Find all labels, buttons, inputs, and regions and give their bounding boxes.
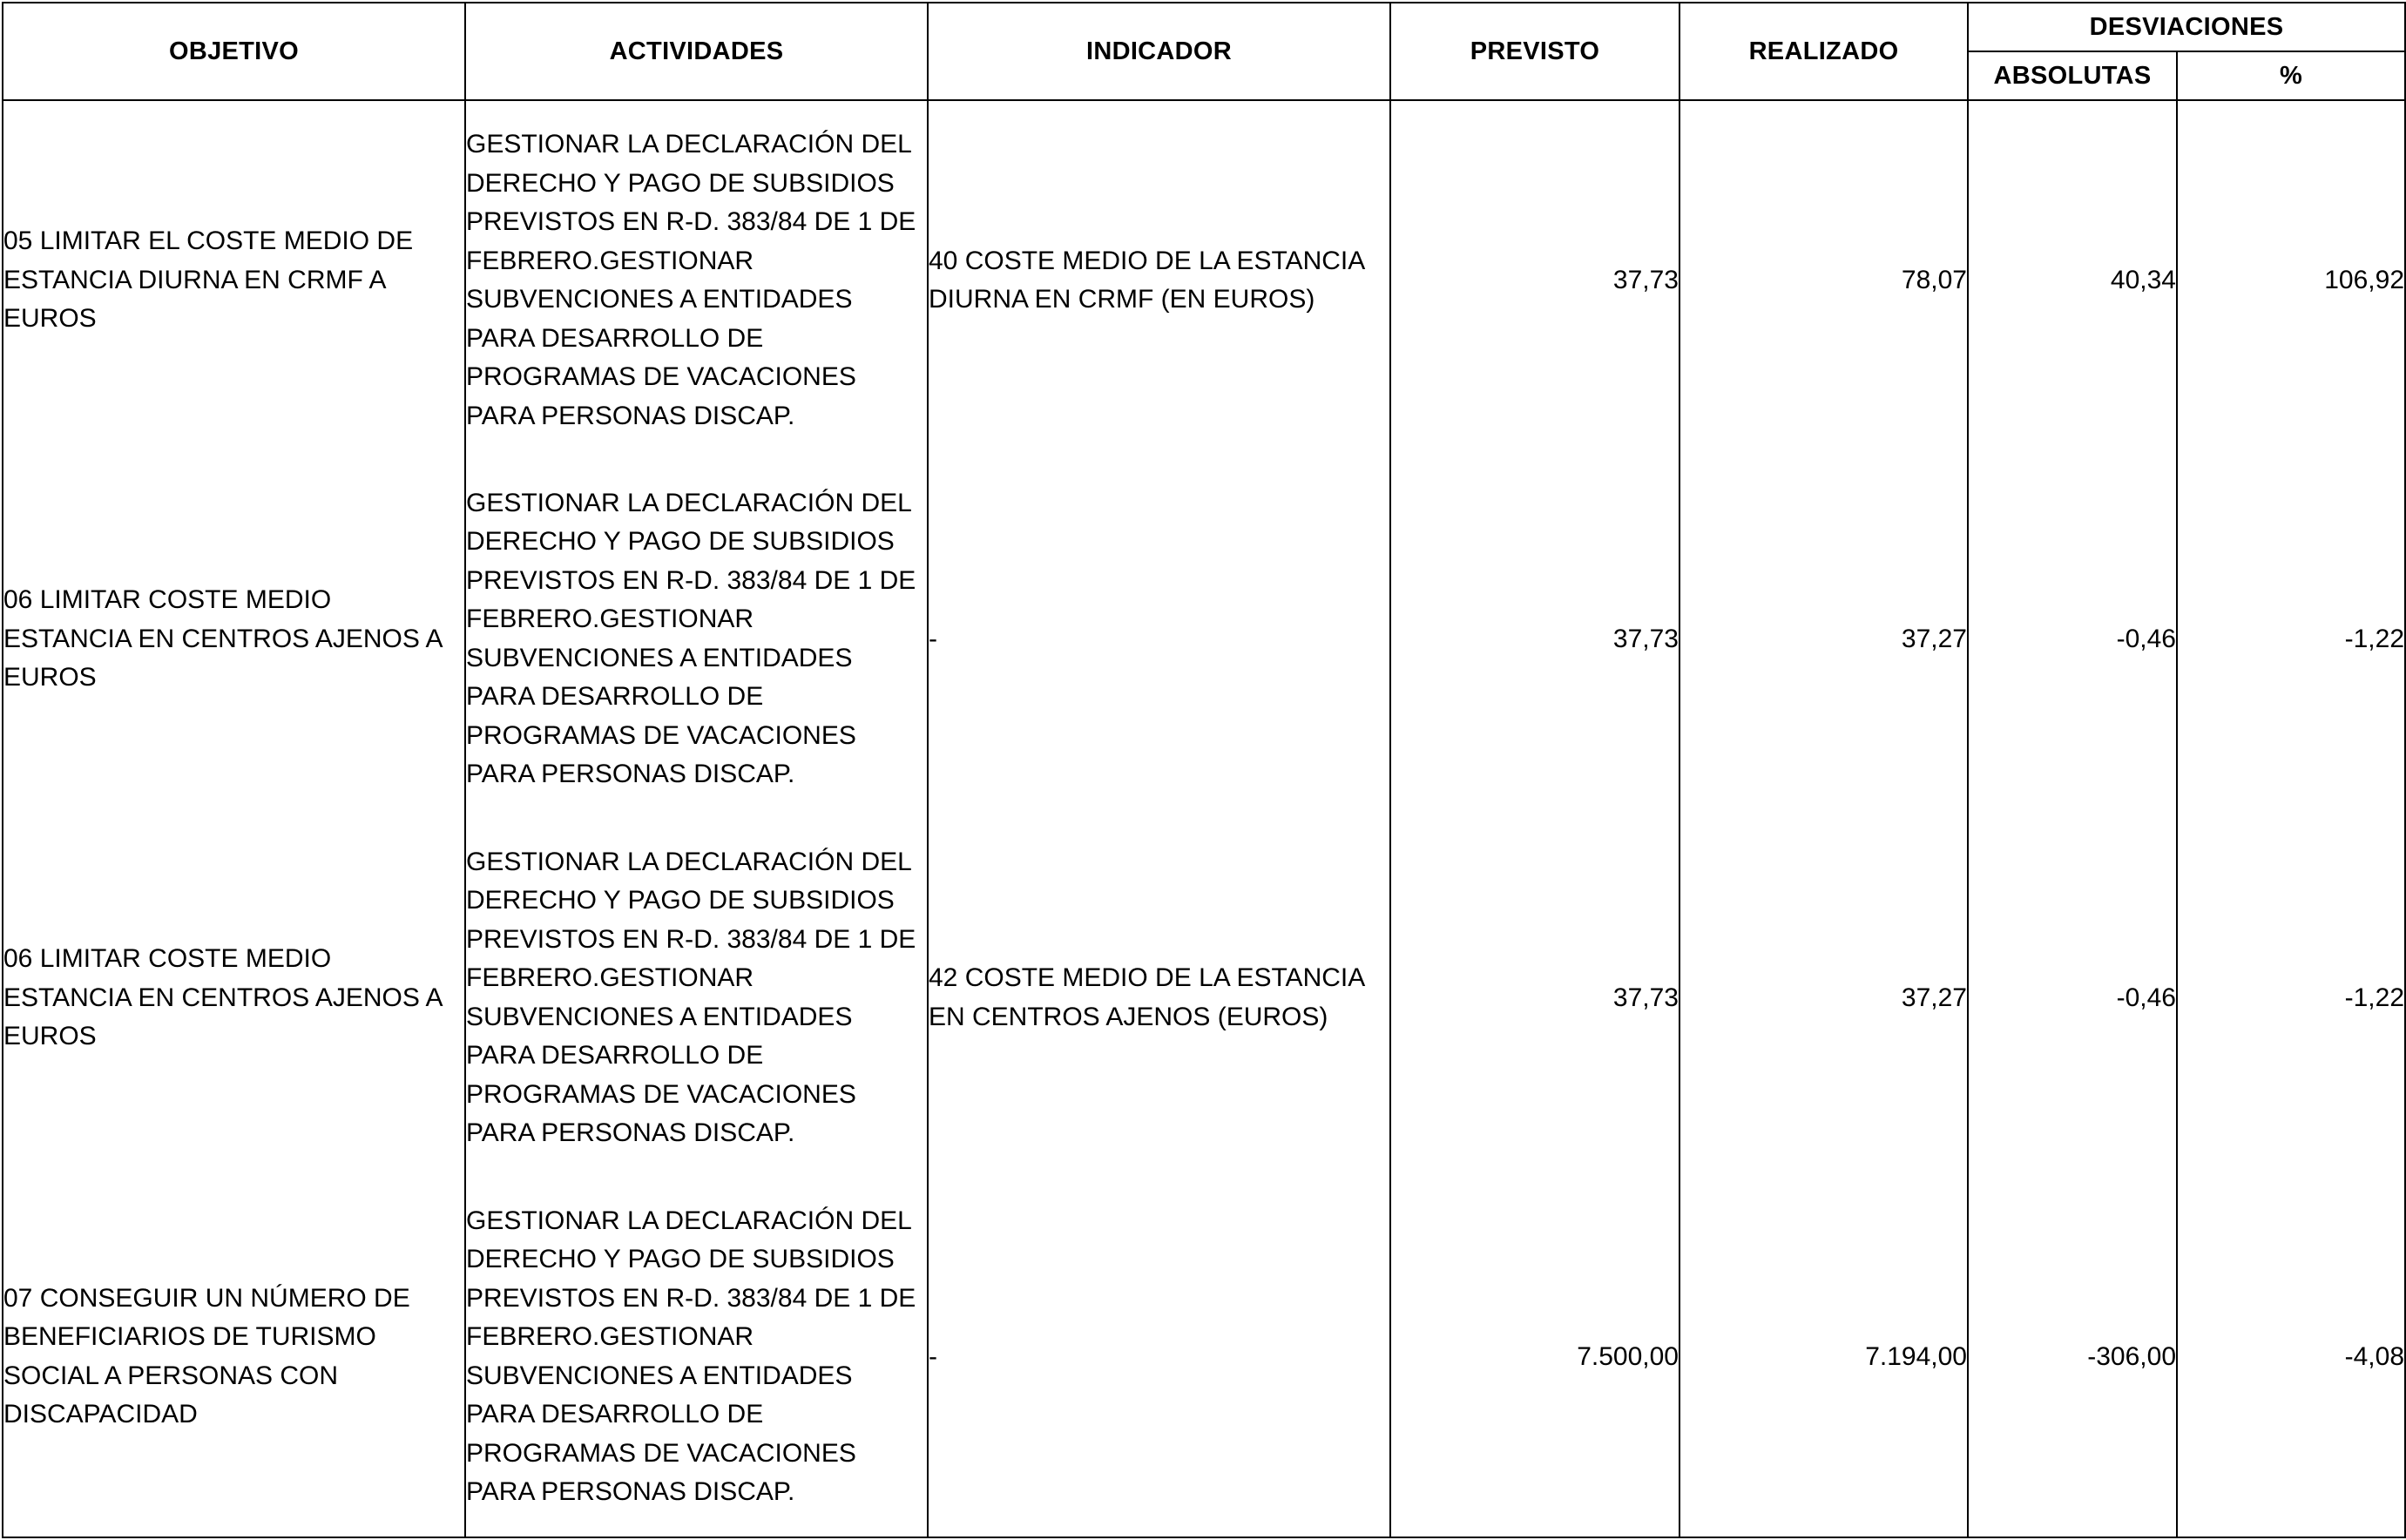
table-row (3, 819, 2405, 1178)
cell-actividades: GESTIONAR LA DECLARACIÓN DEL DERECHO Y PAGO DE SUBSIDIOS PREVISTOS EN R-D. 383/84 DE 1 DE FEBRERO.GESTIONAR SUBVENCIONES A ENTIDADES PARA DESARROLLO DE PROGRAMAS DE VACACIONES PARA PERSONAS DISCAP. (465, 100, 928, 460)
cell-absolutas: 40,34 (1968, 100, 2177, 460)
cell-indicador: 40 COSTE MEDIO DE LA ESTANCIA DIURNA EN CRMF (EN EUROS) (928, 100, 1390, 460)
column-header-porcentaje: % (2177, 51, 2405, 100)
cell-porcentaje: -4,08 (2177, 1178, 2405, 1537)
cell-porcentaje: -1,22 (2177, 819, 2405, 1178)
table-row (3, 100, 2405, 460)
cell-objetivo: 07 CONSEGUIR UN NÚMERO DE BENEFICIARIOS DE TURISMO SOCIAL A PERSONAS CON DISCAPACIDAD (3, 1178, 465, 1537)
cell-absolutas: -0,46 (1968, 460, 2177, 819)
cell-objetivo: 06 LIMITAR COSTE MEDIO ESTANCIA EN CENTROS AJENOS A EUROS (3, 460, 465, 819)
cell-realizado: 37,27 (1679, 460, 1968, 819)
column-header-previsto: PREVISTO (1390, 3, 1679, 100)
column-header-realizado: REALIZADO (1679, 3, 1968, 100)
cell-objetivo: 06 LIMITAR COSTE MEDIO ESTANCIA EN CENTROS AJENOS A EUROS (3, 819, 465, 1178)
column-header-indicador: INDICADOR (928, 3, 1390, 100)
table-body (3, 100, 2405, 1537)
cell-absolutas: -306,00 (1968, 1178, 2177, 1537)
cell-realizado: 78,07 (1679, 100, 1968, 460)
column-header-actividades: ACTIVIDADES (465, 3, 928, 100)
cell-previsto: 37,73 (1390, 819, 1679, 1178)
cell-realizado: 7.194,00 (1679, 1178, 1968, 1537)
column-header-absolutas: ABSOLUTAS (1968, 51, 2177, 100)
cell-absolutas: -0,46 (1968, 819, 2177, 1178)
cell-porcentaje: -1,22 (2177, 460, 2405, 819)
objectives-table (2, 2, 2406, 1538)
cell-actividades: GESTIONAR LA DECLARACIÓN DEL DERECHO Y PAGO DE SUBSIDIOS PREVISTOS EN R-D. 383/84 DE 1 DE FEBRERO.GESTIONAR SUBVENCIONES A ENTIDADES PARA DESARROLLO DE PROGRAMAS DE VACACIONES PARA PERSONAS DISCAP. (465, 819, 928, 1178)
cell-previsto: 7.500,00 (1390, 1178, 1679, 1537)
cell-actividades: GESTIONAR LA DECLARACIÓN DEL DERECHO Y PAGO DE SUBSIDIOS PREVISTOS EN R-D. 383/84 DE 1 DE FEBRERO.GESTIONAR SUBVENCIONES A ENTIDADES PARA DESARROLLO DE PROGRAMAS DE VACACIONES PARA PERSONAS DISCAP. (465, 460, 928, 819)
table-row (3, 460, 2405, 819)
column-group-desviaciones: DESVIACIONES (1968, 3, 2405, 51)
cell-porcentaje: 106,92 (2177, 100, 2405, 460)
cell-actividades: GESTIONAR LA DECLARACIÓN DEL DERECHO Y PAGO DE SUBSIDIOS PREVISTOS EN R-D. 383/84 DE 1 DE FEBRERO.GESTIONAR SUBVENCIONES A ENTIDADES PARA DESARROLLO DE PROGRAMAS DE VACACIONES PARA PERSONAS DISCAP. (465, 1178, 928, 1537)
cell-previsto: 37,73 (1390, 460, 1679, 819)
cell-indicador: - (928, 1178, 1390, 1537)
cell-indicador: - (928, 460, 1390, 819)
cell-objetivo: 05 LIMITAR EL COSTE MEDIO DE ESTANCIA DIURNA EN CRMF A EUROS (3, 100, 465, 460)
table-header (3, 3, 2405, 100)
cell-previsto: 37,73 (1390, 100, 1679, 460)
table-row (3, 1178, 2405, 1537)
cell-indicador: 42 COSTE MEDIO DE LA ESTANCIA EN CENTROS AJENOS (EUROS) (928, 819, 1390, 1178)
cell-realizado: 37,27 (1679, 819, 1968, 1178)
column-header-objetivo: OBJETIVO (3, 3, 465, 100)
